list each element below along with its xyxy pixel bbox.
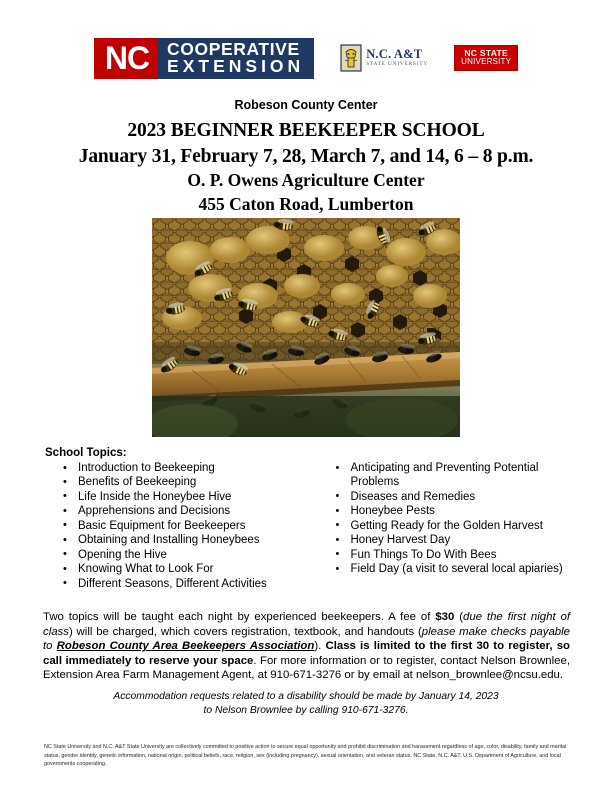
- nc-at-state-university-logo: [340, 44, 428, 72]
- honeybee-photo: [152, 218, 460, 437]
- nc-state-logo-line2: UNIVERSITY: [461, 57, 512, 67]
- extension-logo-line1: COOPERATIVE: [167, 38, 300, 59]
- nc-at-logo-line1: N.C. A&T: [366, 47, 423, 62]
- topics-list-right: [318, 461, 576, 577]
- logo-bar: [0, 33, 612, 83]
- list-item: • Honeybee Pests: [351, 504, 576, 518]
- list-item: • Opening the Hive: [78, 548, 303, 562]
- nc-cooperative-extension-logo: [94, 38, 314, 79]
- list-item: • Apprehensions and Decisions: [78, 504, 303, 518]
- event-dates-times: January 31, February 7, 28, March 7, and 14, 6 – 8 p.m.: [78, 145, 534, 167]
- nc-at-logo-line2: STATE UNIVERSITY: [366, 61, 429, 68]
- fee-amount: $30: [435, 611, 455, 624]
- payee-organization-name: Robeson County Area Beekeepers Association: [56, 640, 315, 653]
- nc-state-logo-line1: NC STATE: [464, 48, 508, 59]
- extension-logo-nc-mark: NC: [94, 38, 158, 79]
- accommodation-line1: Accommodation requests related to a disability should be made by January 14, 2023: [113, 691, 499, 702]
- list-item: • Basic Equipment for Beekeepers: [78, 519, 303, 533]
- accommodation-notice: [0, 690, 612, 717]
- nc-state-university-logo: [454, 45, 518, 70]
- list-item: • Introduction to Beekeeping: [78, 461, 303, 475]
- county-center-name: Robeson County Center: [234, 98, 378, 112]
- list-item: • Honey Harvest Day: [351, 533, 576, 547]
- venue-name: O. P. Owens Agriculture Center: [187, 170, 425, 191]
- list-item: • Different Seasons, Different Activities: [78, 577, 303, 591]
- checks-payable-note: please make checks payable to: [43, 625, 570, 653]
- aggie-bulldog-icon: [340, 44, 362, 72]
- page-title: 2023 BEGINNER BEEKEEPER SCHOOL: [127, 120, 485, 141]
- school-topics-heading: School Topics:: [45, 447, 127, 459]
- fee-due-note: due the first night of class: [43, 611, 571, 638]
- list-item: • Field Day (a visit to several local apiaries): [351, 562, 576, 576]
- body-text-segment-1: Two topics will be taught each night by experienced beekeepers. A fee of: [43, 611, 436, 624]
- extension-logo-wordmark: [158, 38, 314, 79]
- list-item: • Diseases and Remedies: [351, 490, 576, 504]
- list-item: • Life Inside the Honeybee Hive: [78, 490, 303, 504]
- school-topics-right-column: [303, 461, 576, 591]
- list-item: • Benefits of Beekeeping: [78, 475, 303, 489]
- venue-address: 455 Caton Road, Lumberton: [198, 194, 414, 215]
- list-item: • Anticipating and Preventing Potential Problems: [351, 461, 576, 490]
- nc-at-wordmark: [366, 48, 428, 67]
- page-title-block: [0, 118, 612, 217]
- list-item: • Fun Things To Do With Bees: [351, 548, 576, 562]
- nondiscrimination-footer: NC State University and N.C. A&T State University are collectively committed to positive action to secure equal opportunity and prohibit discrimination and harassment regardless of age, color, disability, family and marital status, gender identity, genetic information, national origin, political beliefs, race, religion, sex (including pregnancy), sexual orientation, and veteran status. NC State, N.C. A&T, U.S. Department of Agriculture, and local governments cooperating.: [44, 744, 567, 768]
- topics-list-left: [45, 461, 303, 591]
- body-text-segment-4: ).: [314, 640, 326, 653]
- body-text-segment-2: (: [454, 611, 464, 624]
- list-item: • Getting Ready for the Golden Harvest: [351, 519, 576, 533]
- registration-details-paragraph: [43, 610, 570, 682]
- body-text-segment-5: . For more information or to register, contact Nelson Brownlee, Extension Area Farm Management Agent, at 910-671-3276 or by email at nelson_brownlee@ncsu.edu.: [43, 654, 571, 682]
- list-item: • Knowing What to Look For: [78, 562, 303, 576]
- extension-logo-line2: EXTENSION: [167, 56, 305, 76]
- accommodation-line2: to Nelson Brownlee by calling 910-671-3276.: [203, 704, 409, 716]
- school-topics-columns: [45, 461, 575, 591]
- school-topics-left-column: [45, 461, 303, 591]
- body-text-segment-3: ) will be charged, which covers registration, textbook, and handouts (: [68, 625, 422, 638]
- list-item: • Obtaining and Installing Honeybees: [78, 533, 303, 547]
- class-limit-notice: Class is limited to the first 30 to register, so call immediately to reserve your space: [43, 640, 571, 667]
